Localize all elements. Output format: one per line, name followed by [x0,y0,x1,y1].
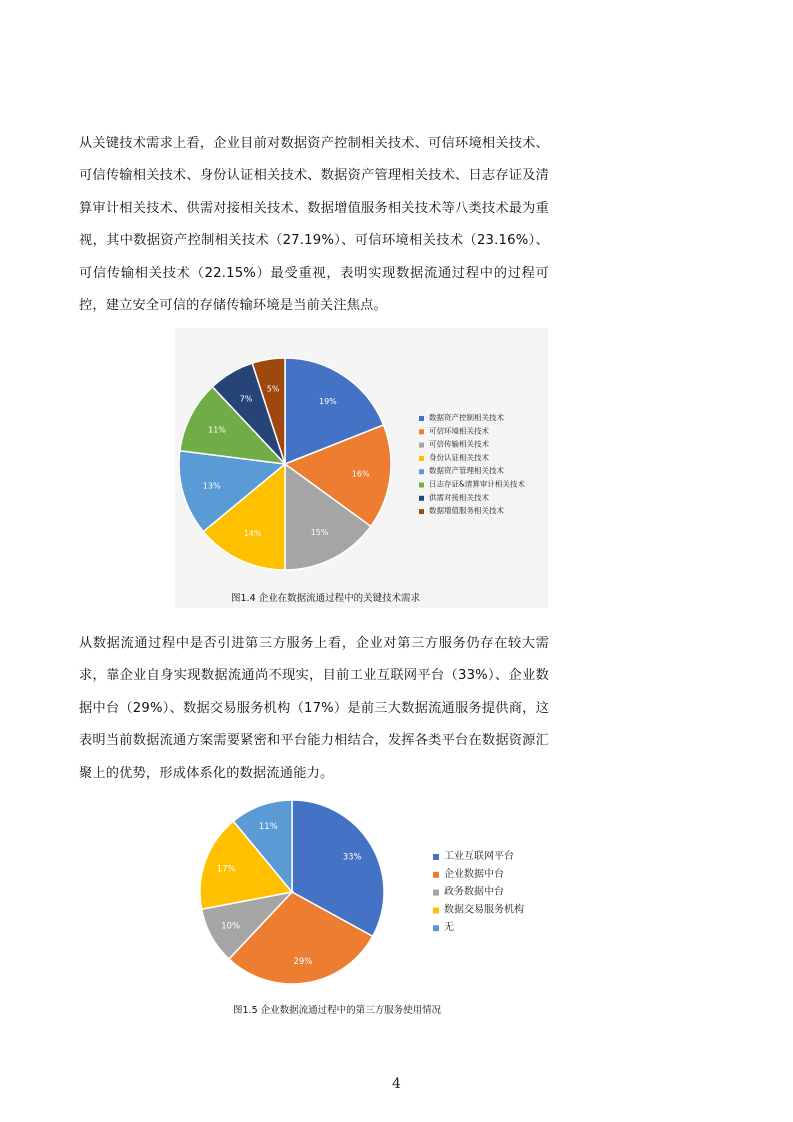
legend-label-2-1: 企业数据中台 [444,868,504,880]
pie-slice-label-1-4: 13% [202,481,221,491]
legend-label-1-4: 数据资产管理相关技术 [429,466,504,476]
pie-slice-label-1-3: 14% [243,529,262,539]
pie-slice-label-2-0: 33% [342,852,362,863]
legend-label-1-7: 数据增值服务相关技术 [429,506,504,516]
legend-swatch-1-1 [419,429,424,434]
legend-label-2-4: 无 [444,922,454,934]
pie-slice-label-2-4: 11% [258,822,278,833]
pie-slice-label-1-6: 7% [239,394,253,404]
pie-slice-label-2-3: 17% [216,864,236,875]
legend-swatch-1-4 [419,469,424,474]
legend-label-2-3: 数据交易服务机构 [444,904,524,916]
legend-label-1-1: 可信环境相关技术 [429,426,489,436]
pie-slice-label-1-1: 16% [351,469,370,479]
legend-label-1-2: 可信传输相关技术 [429,439,489,449]
legend-swatch-1-6 [419,496,424,501]
legend-swatch-1-0 [419,416,424,421]
legend-swatch-2-1 [433,872,439,878]
legend-label-1-3: 身份认证相关技术 [429,452,489,462]
pie-slice-label-2-2: 10% [221,921,241,932]
legend-swatch-2-0 [433,854,439,860]
legend-label-1-5: 日志存证&清算审计相关技术 [429,479,525,489]
legend-label-2-2: 政务数据中台 [444,886,504,898]
key-tech-pie-chart [175,328,548,608]
page-number: 4 [392,1076,401,1092]
third-party-pie-chart [188,792,548,992]
pie-slice-label-1-5: 11% [208,425,226,435]
legend-label-2-0: 工业互联网平台 [444,851,514,862]
legend-swatch-1-5 [419,483,424,488]
legend-label-1-0: 数据资产控制相关技术 [429,413,504,422]
legend-label-1-6: 供需对接相关技术 [429,492,489,502]
figure-1-5-caption: 图1.5 企业数据流通过程中的第三方服务使用情况 [233,1005,442,1016]
figure-1-4-panel [175,328,548,608]
legend-swatch-2-3 [433,907,439,913]
pie-slice-label-1-2: 15% [310,528,329,537]
legend-swatch-1-2 [419,443,424,448]
legend-swatch-2-2 [433,890,439,896]
legend-swatch-1-7 [419,509,424,514]
pie-slice-label-1-0: 19% [319,396,337,406]
paragraph-third-party-services: 从数据流通过程中是否引进第三方服务上看，企业对第三方服务仍存在较大需求，靠企业自身实现数据流通尚不现实，目前工业互联网平台（33%）、企业数据中台（29%）、数据交易服务机构（17%）是前三大数据流通服务提供商，这表明当前数据流通方案需要紧密和平台能力相结合，发挥各类平台在数据资源汇聚上的优势，形成体系化的数据流通能力。 [79,636,549,781]
figure-1-5-panel [188,792,548,1020]
legend-swatch-2-4 [433,925,439,931]
figure-1-4-caption: 图1.4 企业在数据流通过程中的关键技术需求 [231,593,421,604]
paragraph-key-tech-needs: 从关键技术需求上看，企业目前对数据资产控制相关技术、可信环境相关技术、可信传输相关技术、身份认证相关技术、数据资产管理相关技术、日志存证及清算审计相关技术、供需对接相关技术、数据增值服务相关技术等八类技术最为重视，其中数据资产控制相关技术（27.19%）、可信环境相关技术（23.16%）、可信传输相关技术（22.15%）最受重视，表明实现数据流通过程中的过程可控，建立安全可信的存储传输环境是当前关注焦点。 [79,136,549,314]
legend-swatch-1-3 [419,456,424,461]
pie-slice-label-2-1: 29% [293,957,313,968]
pie-slice-label-1-7: 5% [266,384,280,394]
